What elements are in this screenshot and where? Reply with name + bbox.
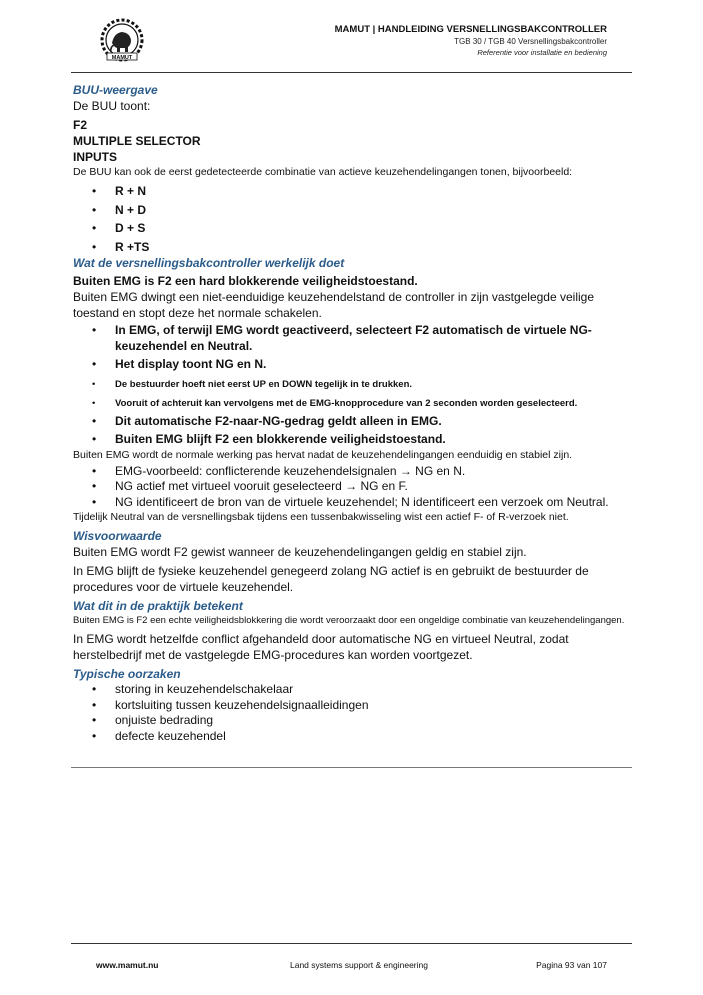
list-item: • storing in keuzehendelschakelaar [73,682,633,698]
list-item: • EMG-voorbeeld: conflicterende keuzehendelsignalen → NG en N. [73,464,633,480]
list-item: • D + S [73,219,633,238]
list-item: • R + N [73,182,633,201]
list-item: • Vooruit of achteruit kan vervolgens met de EMG-knopprocedure van 2 seconden worden geselecteerd. [73,395,633,412]
main-content [73,83,633,744]
wis-text-1: Buiten EMG wordt F2 gewist wanneer de keuzehendelingangen geldig en stabiel zijn. [73,545,527,559]
heading-wat: Wat de versnellingsbakcontroller werkelijk doet [73,256,345,270]
footer-divider [71,943,632,944]
praktijk-text-1: Buiten EMG is F2 een echte veiligheidsblokkering die wordt veroorzaakt door een ongeldige combinatie van keuzehendelingangen. [73,615,625,626]
content-end-divider [71,767,632,768]
code-f2: F2 [73,118,88,132]
combination-list [73,182,633,256]
heading-wisvoorwaarde: Wisvoorwaarde [73,529,162,543]
heading-praktijk: Wat dit in de praktijk betekent [73,599,243,613]
list-item: • onjuiste bedrading [73,713,633,729]
footer-tagline: Land systems support & engineering [290,960,428,970]
neutral-note: Tijdelijk Neutral van de versnellingsbak tijdens een tussenbakwisseling wist een actief F- of R-verzoek niet. [73,511,569,523]
header-title: MAMUT | HANDLEIDING VERSNELLINGSBAKCONTROLLER [334,24,607,35]
buu-combination-text: De BUU kan ook de eerst gedetecteerde combinatie van actieve keuzehendelingangen tonen, bijvoorbeeld: [73,166,573,178]
svg-text:MAMUT: MAMUT [111,55,133,61]
list-item: • R +TS [73,238,633,257]
emg-behaviour-list [73,323,633,448]
footer-website: www.mamut.nu [96,960,159,970]
list-item: • Het display toont NG en N. [73,357,633,373]
causes-list [73,682,633,744]
code-multiple-selector: MULTIPLE SELECTOR [73,134,201,148]
heading-oorzaken: Typische oorzaken [73,667,181,681]
header-subtitle: TGB 30 / TGB 40 Versnellingsbakcontroller [454,37,607,46]
ng-example-list [73,464,633,511]
list-item: • NG identificeert de bron van de virtuele keuzehendel; N identificeert een verzoek om Neutral. [73,495,633,511]
resume-normal-operation: Buiten EMG wordt de normale werking pas hervat nadat de keuzehendelingangen eenduidig en stabiel zijn. [73,448,573,461]
code-inputs: INPUTS [73,150,118,164]
buu-intro: De BUU toont: [73,99,151,113]
hard-block-statement: Buiten EMG is F2 een hard blokkerende veiligheidstoestand. [73,274,418,288]
list-item: • N + D [73,201,633,220]
page-header [335,24,607,58]
forces-safe-state: Buiten EMG dwingt een niet-eenduidige keuzehendelstand de controller in zijn vastgelegde veilige toestand en stopt deze het normale schakelen. [73,290,595,320]
list-item: • Dit automatische F2-naar-NG-gedrag geldt alleen in EMG. [73,414,633,430]
mamut-logo-icon [94,15,150,67]
list-item: • defecte keuzehendel [73,729,633,745]
list-item: • In EMG, of terwijl EMG wordt geactiveerd, selecteert F2 automatisch de virtuele NG-keuzehendel en Neutral. [73,323,633,354]
footer-page-number: Pagina 93 van 107 [536,960,607,970]
heading-buu: BUU-weergave [73,83,158,97]
header-reference: Referentie voor installatie en bediening [477,48,607,57]
list-item: • NG actief met virtueel vooruit geselecteerd → NG en F. [73,479,633,495]
list-item: • kortsluiting tussen keuzehendelsignaalleidingen [73,698,633,714]
list-item: • Buiten EMG blijft F2 een blokkerende veiligheidstoestand. [73,432,633,448]
wis-text-2: In EMG blijft de fysieke keuzehendel genegeerd zolang NG actief is en gebruikt de bestuurder de procedures voor de virtuele keuzehendel. [73,564,589,594]
list-item: • De bestuurder hoeft niet eerst UP en DOWN tegelijk in te drukken. [73,376,633,393]
header-divider [71,72,632,73]
praktijk-text-2: In EMG wordt hetzelfde conflict afgehandeld door automatische NG en virtueel Neutral, zodat herstelbedrijf met de vastgelegde EMG-procedures kan worden voortgezet. [73,632,569,662]
